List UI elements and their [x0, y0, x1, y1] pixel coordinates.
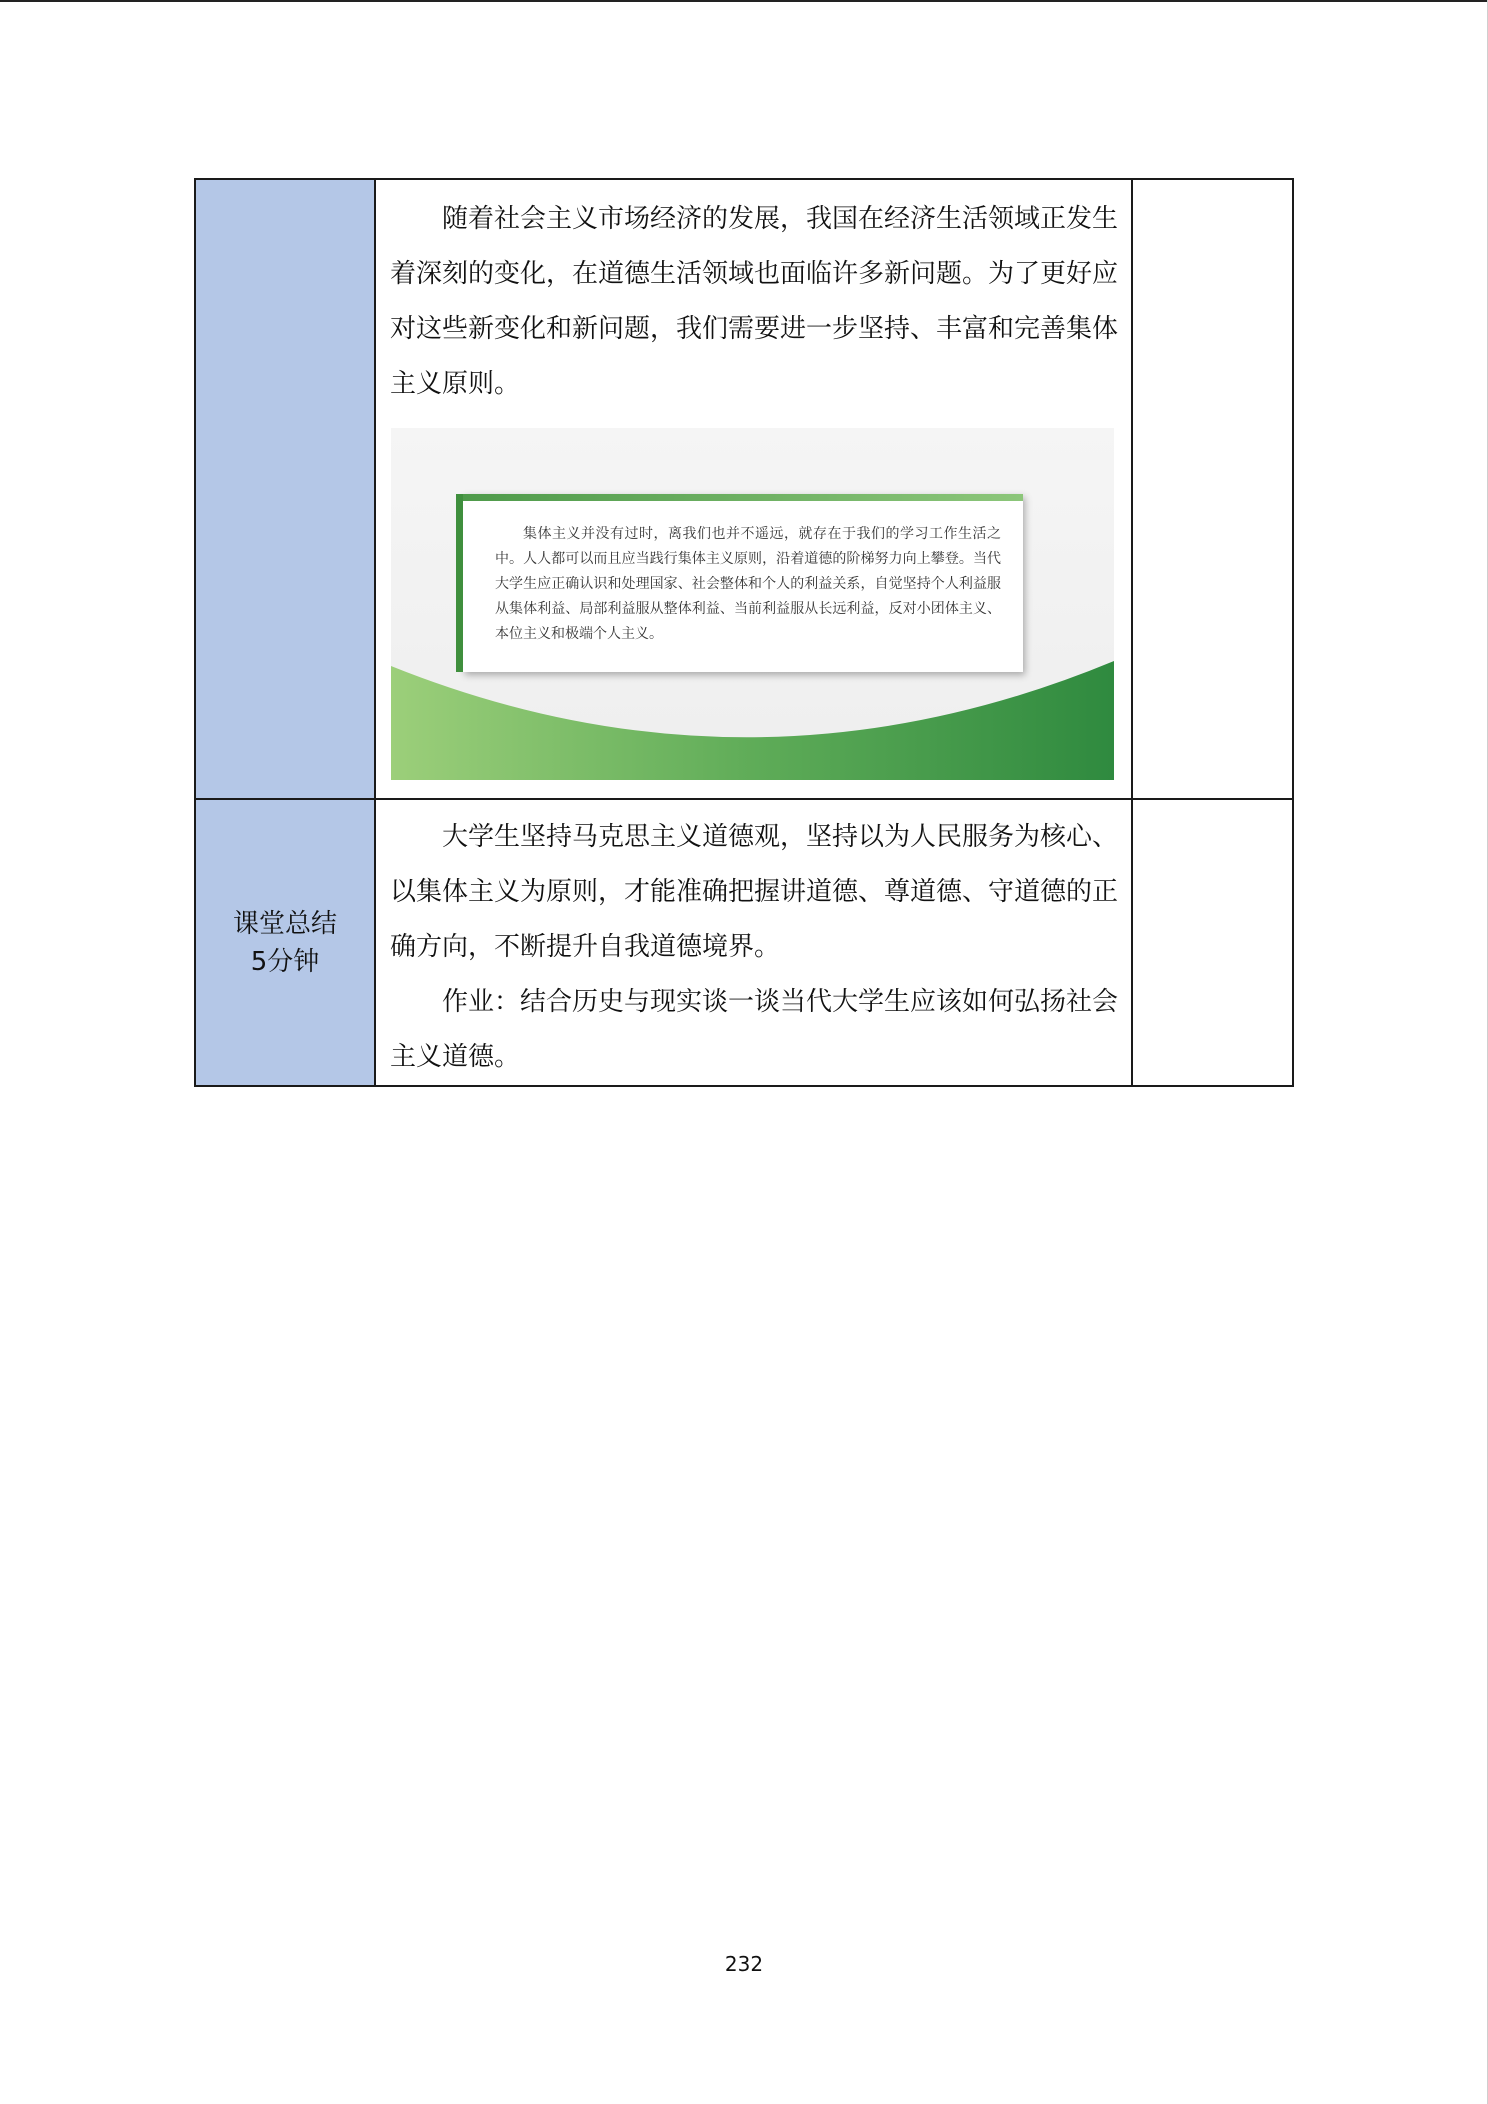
homework-paragraph: 作业：结合历史与现实谈一谈当代大学生应该如何弘扬社会主义道德。	[390, 987, 1119, 1072]
page-top-rule	[0, 0, 1488, 2]
notes-cell	[1132, 179, 1293, 799]
stage-label-line1: 课堂总结	[232, 908, 337, 939]
lesson-plan-table	[194, 178, 1294, 1087]
slide-card-side-bar	[456, 494, 463, 672]
table-row	[195, 179, 1293, 799]
slide-card-text: 集体主义并没有过时，离我们也并不遥远，就存在于我们的学习工作生活之中。人人都可以而且应当践行集体主义原则，沿着道德的阶梯努力向上攀登。当代大学生应正确认识和处理国家、社会整体和个人的利益关系，自觉坚持个人利益服从集体利益、局部利益服从整体利益、当前利益服从长远利益，反对小团体主义、本位主义和极端个人主义。	[495, 526, 1001, 642]
content-cell	[375, 799, 1132, 1086]
slide-text-card	[463, 494, 1023, 672]
stage-label-line2: 5分钟	[250, 946, 320, 977]
content-paragraph: 随着社会主义市场经济的发展，我国在经济生活领域正发生着深刻的变化，在道德生活领域也面临许多新问题。为了更好应对这些新变化和新问题，我们需要进一步坚持、丰富和完善集体主义原则。	[390, 204, 1119, 399]
content-paragraph: 大学生坚持马克思主义道德观，坚持以为人民服务为核心、以集体主义为原则，才能准确把握讲道德、尊道德、守道德的正确方向，不断提升自我道德境界。	[390, 822, 1119, 962]
table-row	[195, 799, 1293, 1086]
notes-cell	[1132, 799, 1293, 1086]
page-number: 232	[724, 1952, 764, 1976]
content-cell	[375, 179, 1132, 799]
slide-image	[391, 428, 1114, 780]
slide-card-top-band	[463, 494, 1023, 501]
stage-cell	[195, 179, 375, 799]
stage-cell	[195, 799, 375, 1086]
